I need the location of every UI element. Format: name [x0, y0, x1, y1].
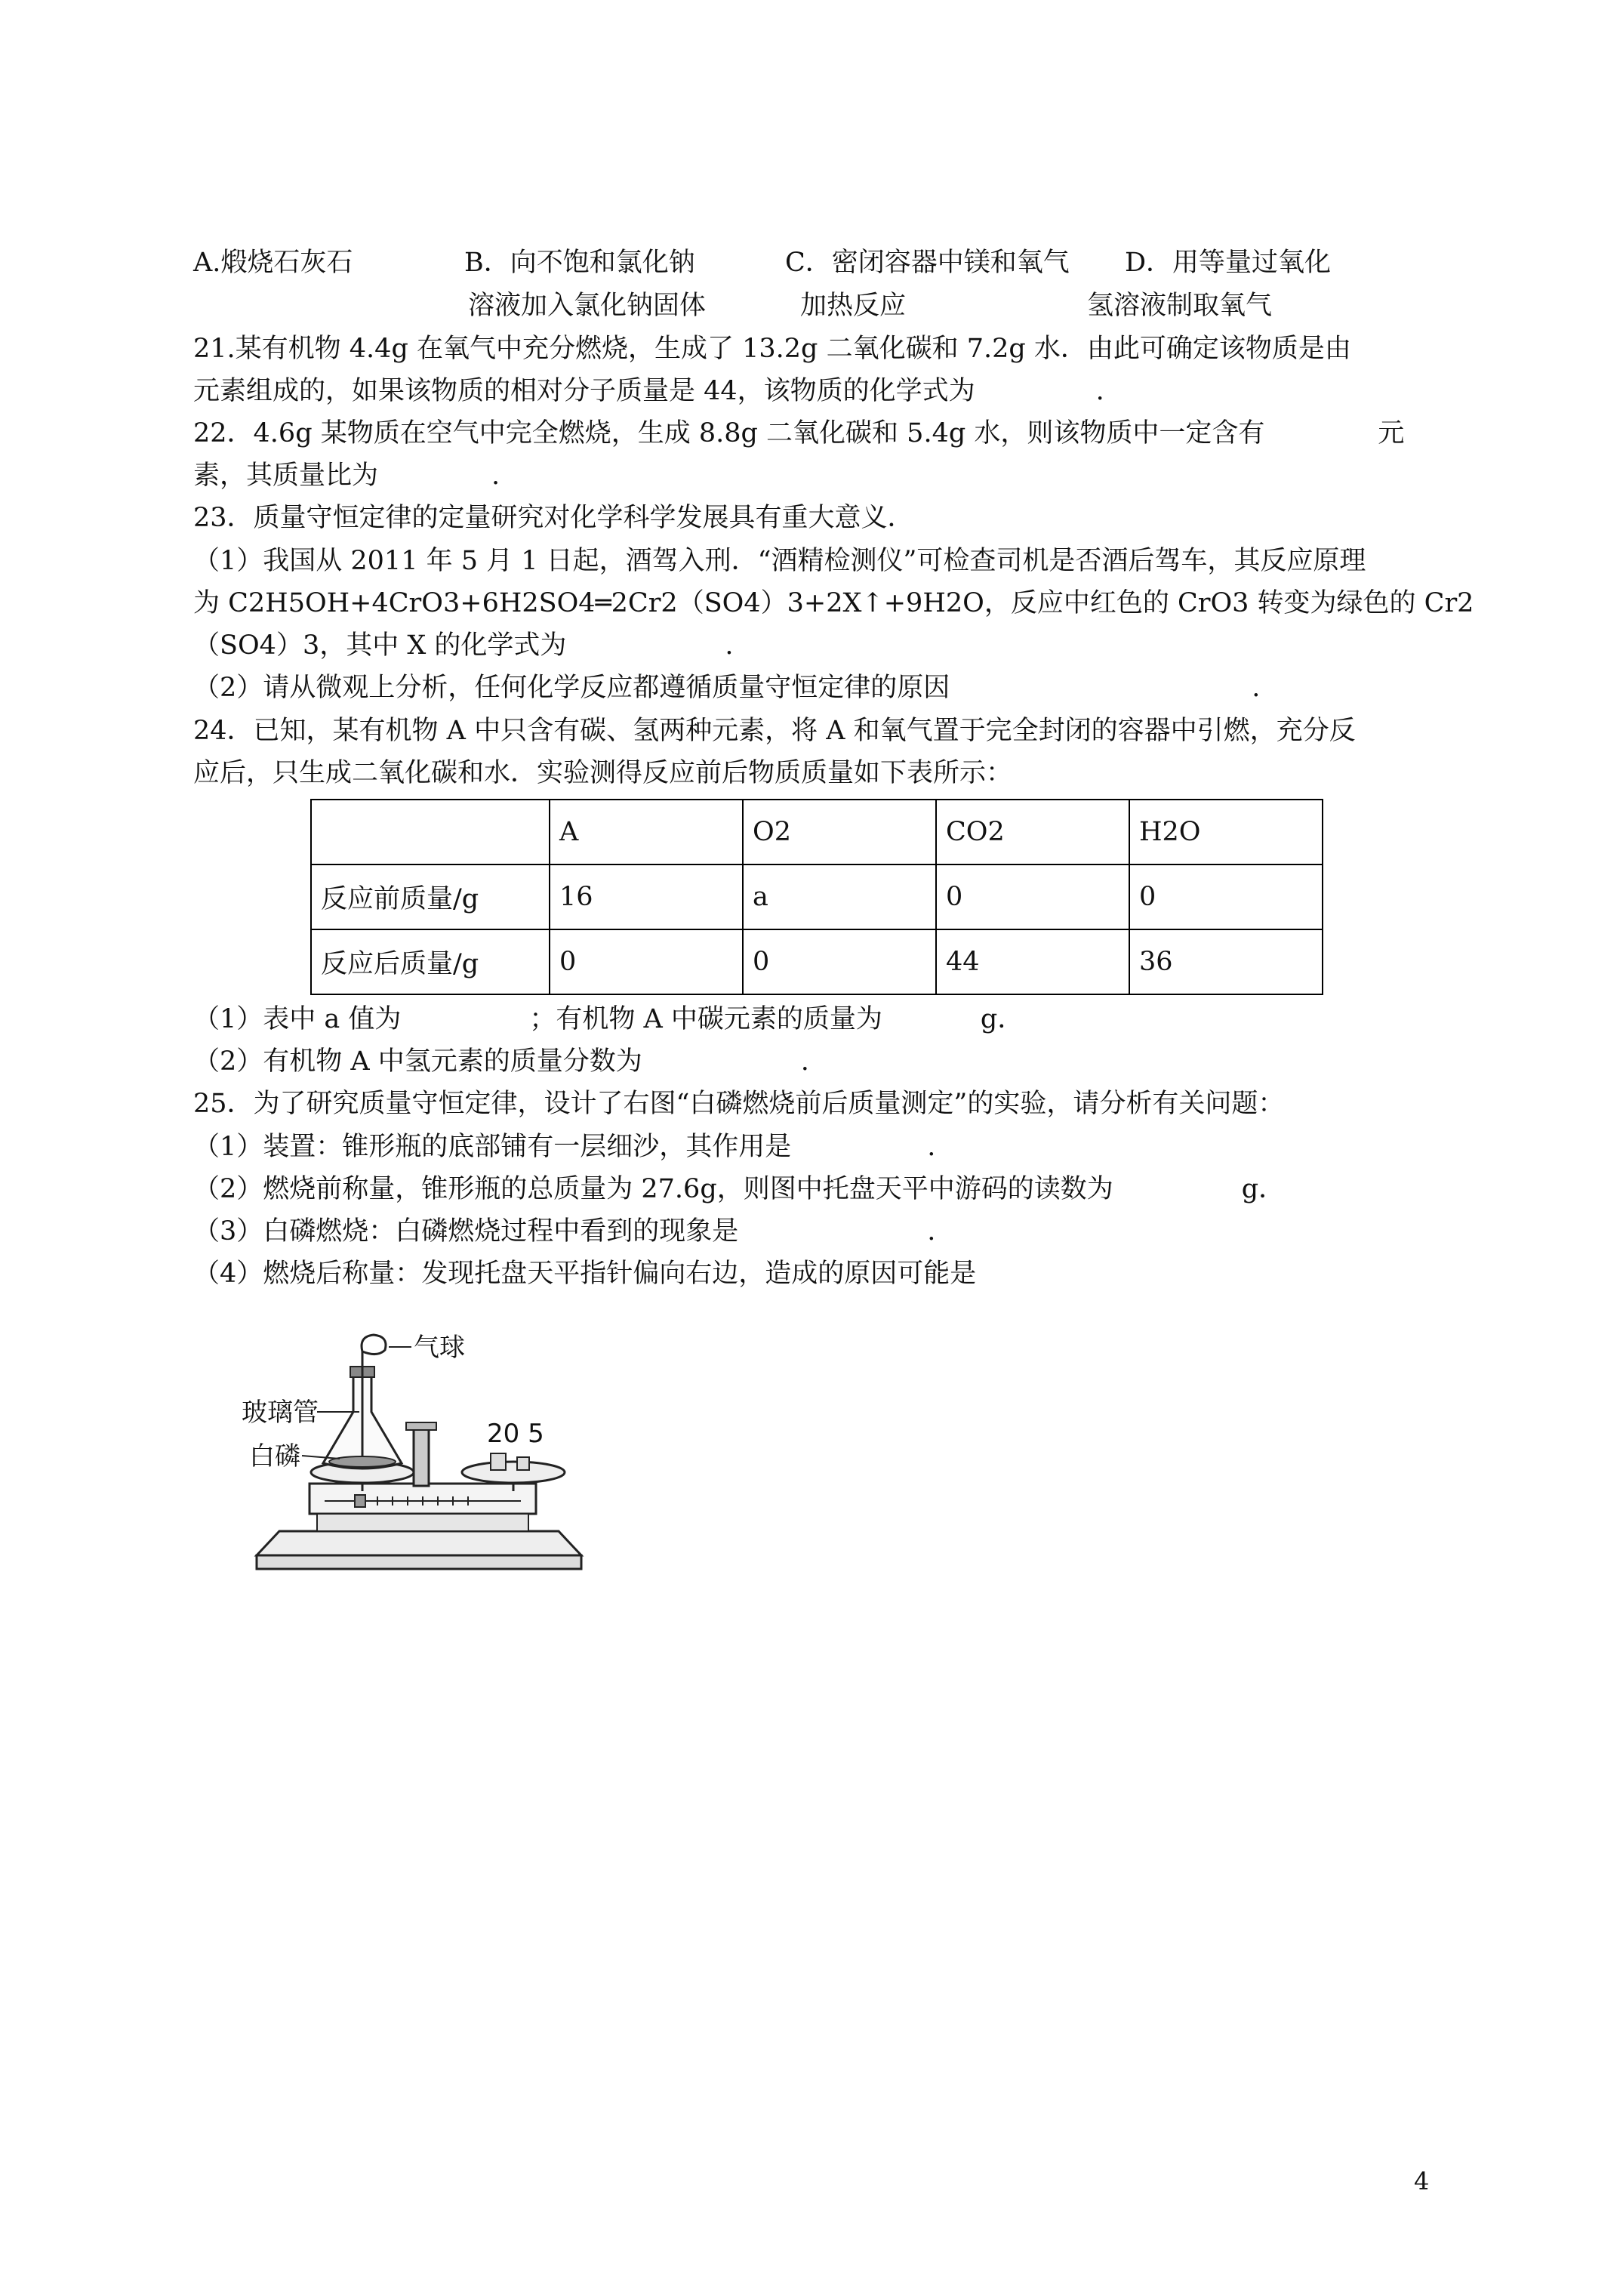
label-balloon: 气球: [414, 1333, 465, 1363]
period: .: [491, 461, 500, 491]
q21-line2: [193, 372, 1104, 410]
balloon: [362, 1335, 386, 1354]
period: .: [927, 1216, 936, 1247]
q25-part1-text: （1）装置：锥形瓶的底部铺有一层细沙，其作用是: [193, 1132, 792, 1162]
balance-support: [317, 1514, 528, 1531]
table-cell: 0: [1129, 864, 1323, 929]
weights-label: 20 5: [487, 1419, 544, 1449]
option-b-line1: B．向不饱和氯化钠: [464, 248, 695, 278]
q25-line1: 25．为了研究质量守恒定律，设计了右图“白磷燃烧前后质量测定”的实验，请分析有关问题：: [193, 1089, 1285, 1119]
table-cell: 反应后质量/g: [311, 929, 550, 994]
period: .: [1252, 673, 1261, 703]
q24-part2-text: （2）有机物 A 中氢元素的质量分数为: [193, 1046, 642, 1077]
table-cell: A: [550, 800, 743, 864]
balance-base-top: [257, 1531, 581, 1555]
q25-part3: [193, 1213, 935, 1250]
q25-part2-unit: g．: [1241, 1174, 1286, 1204]
label-glass-tube: 玻璃管: [242, 1398, 319, 1428]
q25-part2: [193, 1170, 1285, 1208]
table-cell: 0: [550, 929, 743, 994]
table-cell: 16: [550, 864, 743, 929]
option-b-line2: 溶液加入氯化钠固体: [468, 291, 707, 321]
table-cell: O2: [743, 800, 936, 864]
page-number: 4: [1414, 2167, 1430, 2196]
weight-20g: [491, 1453, 506, 1470]
table-cell: H2O: [1129, 800, 1323, 864]
q21-line1: 21.某有机物 4.4g 在氧气中充分燃烧，生成了 13.2g 二氧化碳和 7.2g 水．由此可确定该物质是由: [193, 334, 1351, 364]
q22-line2-text: 素，其质量比为: [193, 461, 379, 491]
table-row: [311, 929, 1323, 994]
q24-part2: [193, 1043, 809, 1080]
table-row: [311, 864, 1323, 929]
option-a: A.煅烧石灰石: [193, 248, 353, 278]
label-white-phosphorus: 白磷: [249, 1441, 300, 1472]
table-cell: 0: [743, 929, 936, 994]
q22-line1: [193, 415, 1404, 452]
table-cell: 44: [936, 929, 1129, 994]
q24-part1-text-b: ；有机物 A 中碳元素的质量为: [529, 1004, 882, 1034]
q23-part1-line2: 为 C2H5OH+4CrO3+6H2SO4═2Cr2（SO4）3+2X↑+9H2O，反应中红色的 CrO3 转变为绿色的 Cr2: [193, 588, 1474, 618]
q24-part1-text-a: （1）表中 a 值为: [193, 1004, 402, 1034]
table-cell: 36: [1129, 929, 1323, 994]
balance-apparatus-diagram: [226, 1329, 619, 1578]
pointer-head: [406, 1422, 436, 1430]
table-cell: 0: [936, 864, 1129, 929]
period: .: [725, 630, 734, 661]
q23-part1-line3: [193, 627, 734, 664]
q22-line1-text: 22．4.6g 某物质在空气中完全燃烧，生成 8.8g 二氧化碳和 5.4g 水，则该物质中一定含有: [193, 418, 1265, 448]
table-cell: a: [743, 864, 936, 929]
option-d-line2: 氢溶液制取氧气: [1087, 291, 1273, 321]
q25-part2-text: （2）燃烧前称量，锥形瓶的总质量为 27.6g，则图中托盘天平中游码的读数为: [193, 1174, 1113, 1204]
option-c-line2: 加热反应: [800, 291, 907, 321]
q25-part3-text: （3）白磷燃烧：白磷燃烧过程中看到的现象是: [193, 1216, 739, 1247]
q24-part1-unit: g．: [980, 1004, 1024, 1034]
q24-part1: [193, 1000, 1024, 1038]
period: .: [800, 1046, 809, 1077]
table-cell: 反应前质量/g: [311, 864, 550, 929]
q25-part4: （4）燃烧后称量：发现托盘天平指针偏向右边，造成的原因可能是: [193, 1259, 977, 1289]
q23-part2-text: （2）请从微观上分析，任何化学反应都遵循质量守恒定律的原因: [193, 673, 950, 703]
q23-part1-line1: （1）我国从 2011 年 5 月 1 日起，酒驾入刑．“酒精检测仪”可检查司机是否酒后驾车，其反应原理: [193, 546, 1366, 576]
q22-line2: [193, 457, 500, 495]
table-cell: CO2: [936, 800, 1129, 864]
q24-line2: 应后，只生成二氧化碳和水．实验测得反应前后物质质量如下表所示：: [193, 758, 1013, 788]
option-d-line1: D．用等量过氧化: [1125, 248, 1332, 278]
option-c-line1: C．密闭容器中镁和氧气: [785, 248, 1070, 278]
mass-table: [310, 799, 1323, 995]
q23-part2: [193, 669, 1260, 707]
q23-line1: 23．质量守恒定律的定量研究对化学科学发展具有重大意义．: [193, 503, 914, 533]
table-header-row: [311, 800, 1323, 864]
weight-5g: [517, 1457, 529, 1470]
q25-part1: [193, 1128, 935, 1166]
q23-part1-line3-text: （SO4）3，其中 X 的化学式为: [193, 630, 567, 661]
right-pan: [462, 1462, 565, 1483]
q21-line2-text: 元素组成的，如果该物质的相对分子质量是 44，该物质的化学式为: [193, 376, 975, 406]
q24-line1: 24．已知，某有机物 A 中只含有碳、氢两种元素，将 A 和氧气置于完全封闭的容器中引燃，充分反: [193, 716, 1356, 746]
period: .: [1095, 376, 1104, 406]
q22-line1-end: 元: [1378, 418, 1405, 448]
table-cell: [311, 800, 550, 864]
balance-base: [257, 1555, 581, 1569]
rider: [355, 1495, 365, 1507]
pointer-column: [414, 1427, 429, 1486]
period: .: [927, 1132, 936, 1162]
